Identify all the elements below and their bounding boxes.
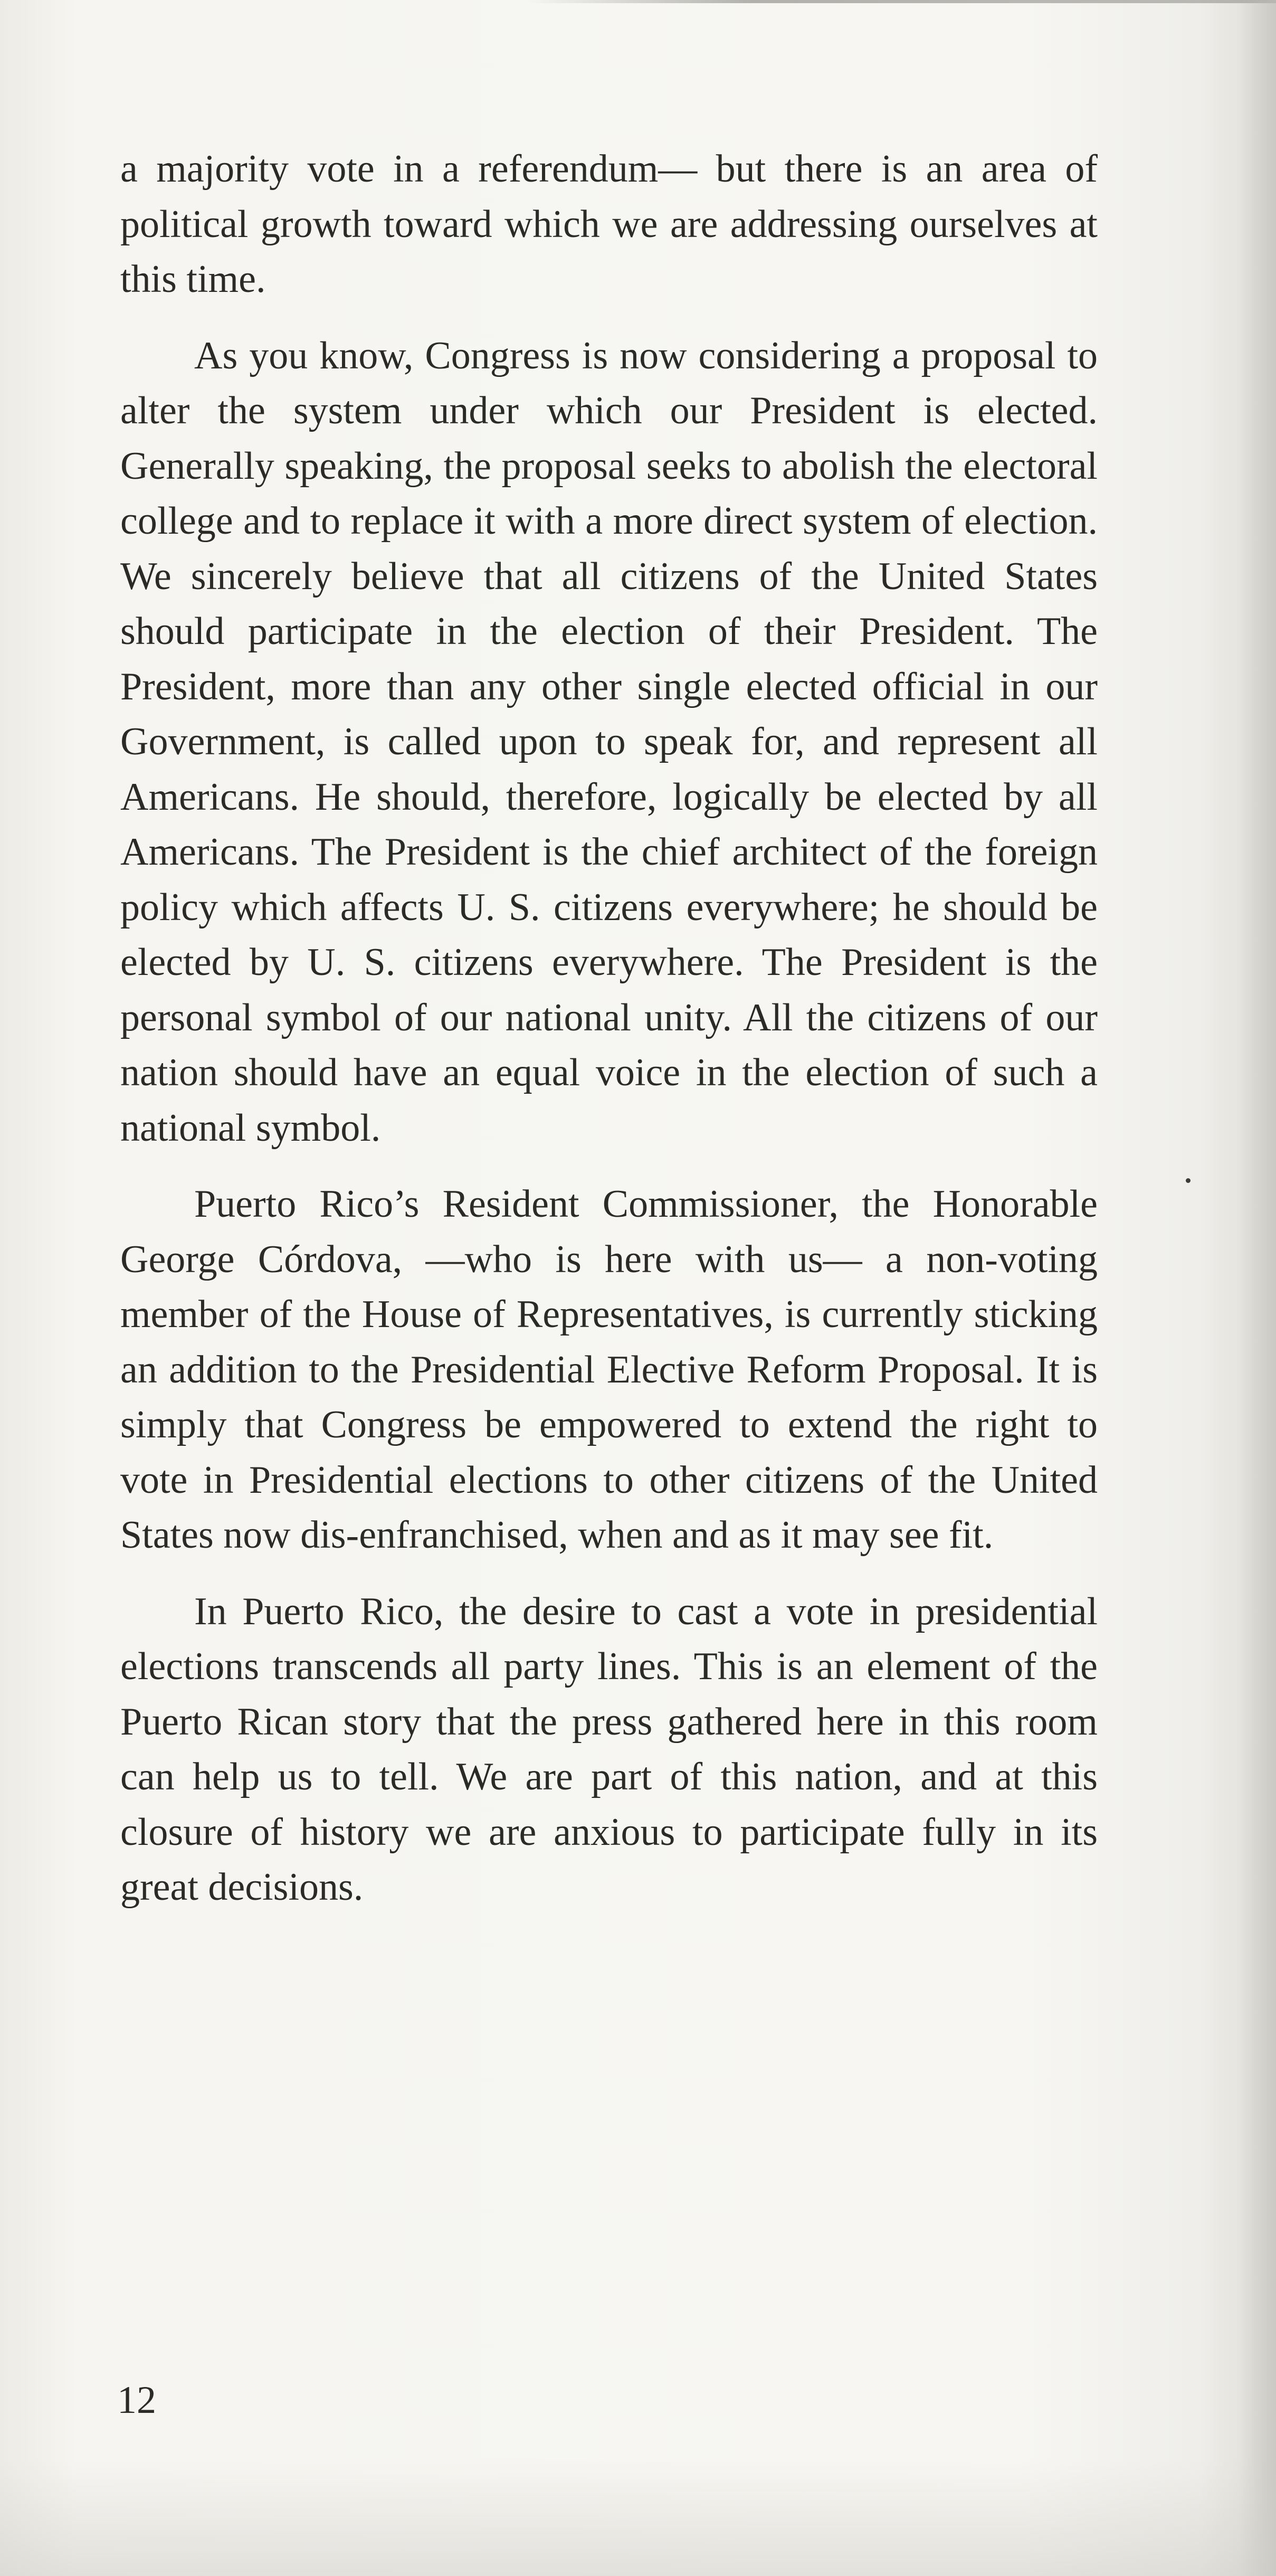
body-text bbox=[120, 141, 1098, 1915]
ink-speck bbox=[1186, 1178, 1191, 1183]
page-right-edge bbox=[1239, 0, 1276, 2576]
paragraph-continuation: a majority vote in a referendum— but there is an area of political growth toward which we are addressing ourselves at this time. bbox=[120, 147, 1098, 301]
page-number: 12 bbox=[117, 2379, 156, 2422]
page-top-shadow bbox=[528, 0, 1276, 3]
paragraph-electoral-reform: As you know, Congress is now considering a proposal to alter the system under which our President is elected. Generally speaking, the proposal seeks to abolish the electoral college and to replace it with a more direct system of election. We sincerely believe that all citizens of the United States should participate in the election of their President. The President, more than any other single elected official in our Government, is called upon to speak for, and represent all Americans. He should, therefore, logically be elected by all Americans. The President is the chief architect of the foreign policy which affects U. S. citizens everywhere; he should be elected by U. S. citizens everywhere. The President is the personal symbol of our national unity. All the citizens of our nation should have an equal voice in the election of such a national symbol. bbox=[120, 334, 1098, 1150]
paragraph-resident-commissioner: Puerto Rico’s Resident Commissioner, the Honorable George Córdova, —who is here with us— a non-voting member of the House of Representatives, is currently sticking an addition to the Presidential Elective Reform Proposal. It is simply that Congress be empowered to extend the right to vote in Presidential elections to other citizens of the United States now dis-enfranchised, when and as it may see fit. bbox=[120, 1182, 1098, 1557]
page-bottom-shade bbox=[0, 2460, 1276, 2576]
paragraph-puerto-rico-vote: In Puerto Rico, the desire to cast a vote in presidential elections transcends all party lines. This is an element of the Puerto Rican story that the press gathered here in this room can help us to tell. We are part of this nation, and at this closure of history we are anxious to participate fully in its great decisions. bbox=[120, 1589, 1098, 1909]
